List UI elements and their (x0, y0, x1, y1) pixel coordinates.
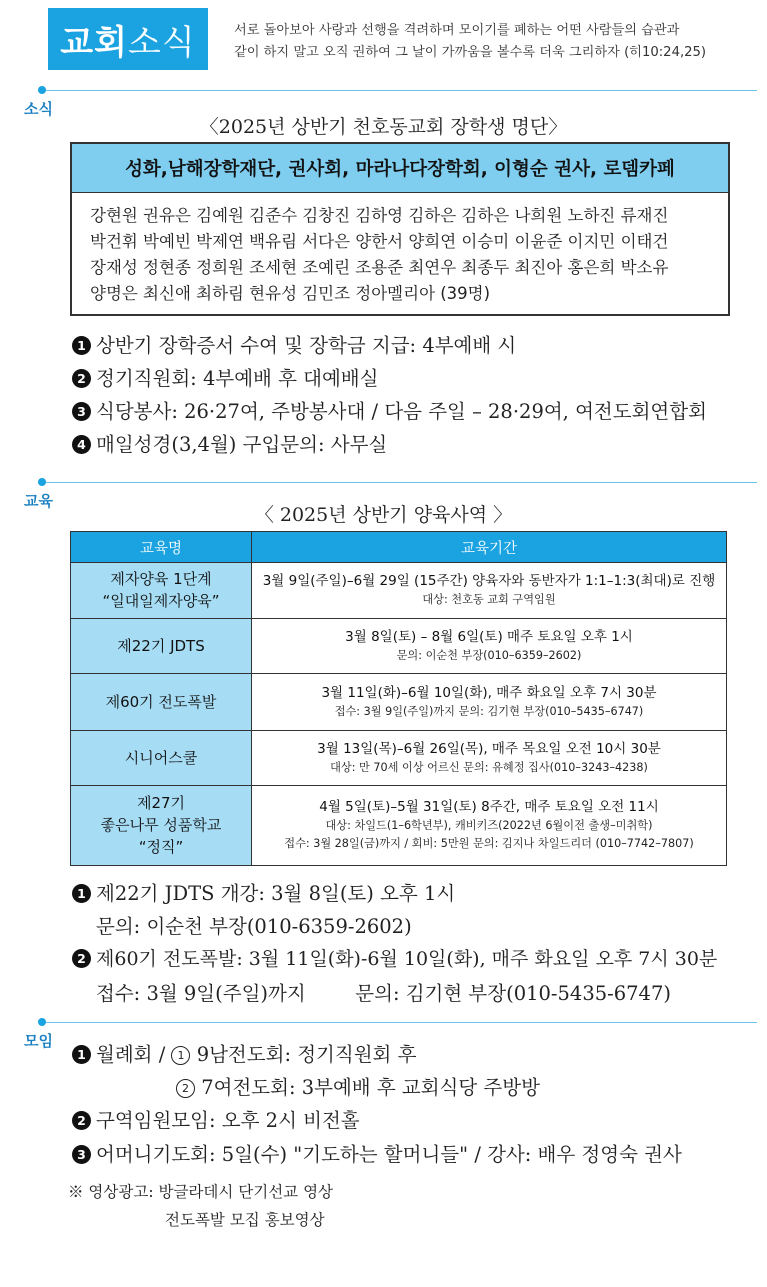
news-item (72, 429, 387, 457)
course-name-line: 좋은나무 성품학교 (100, 816, 222, 835)
course-period (252, 785, 727, 865)
course-name (71, 785, 252, 865)
education-item-text: 제60기 전도폭발: 3월 11일(화)-6월 10일(화), 매주 화요일 오후 7시 30분 (96, 948, 718, 970)
period-main: 4월 5일(토)–5월 31일(토) 8주간, 매주 토요일 오전 11시 (319, 799, 659, 816)
title-bold: 교회 (60, 22, 128, 63)
education-item-detail: 문의: 이순천 부장(010-6359-2602) (96, 915, 412, 938)
video-notice: ※ 영상광고: 방글라데시 단기선교 영상 (68, 1183, 334, 1201)
course-name-line: 제27기 (136, 794, 186, 813)
education-item (72, 878, 455, 906)
divider-dot (38, 1018, 46, 1026)
course-name-line: 제자양육 1단계 (110, 570, 212, 589)
education-item (72, 944, 717, 971)
table-row (71, 563, 727, 619)
course-name (71, 731, 252, 786)
education-table (70, 531, 727, 866)
news-item (72, 330, 516, 358)
period-main: 3월 8일(토) – 8월 6일(토) 매주 토요일 오후 1시 (345, 629, 633, 646)
course-name-line: 제22기 JDTS (117, 637, 205, 656)
video-notice-line-2: 전도폭발 모집 홍보영상 (165, 1211, 325, 1229)
news-item-text: 정기직원회: 4부예배 후 대예배실 (96, 367, 379, 390)
circled-number: 1 (171, 1046, 190, 1065)
meeting-item (72, 1139, 682, 1167)
news-item (72, 396, 707, 424)
news-label: 소식 (24, 100, 53, 118)
meeting-item (72, 1105, 360, 1133)
bible-verse (234, 20, 754, 64)
names-line: 강현원 권유은 김예원 김준수 김창진 김하영 김하은 김하은 나희원 노하진 류재진 (90, 206, 669, 225)
news-item (72, 363, 378, 391)
table-row (71, 618, 727, 674)
course-name (71, 674, 252, 731)
education-item-detail: 접수: 3월 9일(주일)까지 문의: 김기현 부장(010-5435-6747) (96, 982, 671, 1005)
scholarship-title: 〈2025년 상반기 천호동교회 장학생 명단〉 (199, 116, 568, 138)
meeting-sub-item (176, 1072, 540, 1100)
period-main: 3월 11일(화)–6월 10일(화), 매주 화요일 오후 7시 30분 (321, 685, 657, 702)
period-main: 3월 9일(주일)–6월 29일 (15주간) 양육자와 동반자가 1:1–1:3(최대)로 진행 (262, 573, 716, 590)
table-header-row (71, 532, 727, 563)
news-divider (42, 90, 757, 91)
title-light: 소식 (128, 22, 196, 63)
verse-line-2: 같이 하지 말고 오직 권하여 그 날이 가까움을 볼수록 더욱 그리하자 (히10:24,25) (234, 45, 707, 60)
table-row (71, 731, 727, 786)
verse-line-1: 서로 돌아보아 사랑과 선행을 격려하며 모이기를 폐하는 어떤 사람들의 습관과 (234, 23, 680, 38)
period-sub: 문의: 이순천 부장(010–6359–2602) (396, 649, 582, 663)
number-badge: 2 (72, 949, 91, 968)
news-item-text: 매일성경(3,4월) 구입문의: 사무실 (96, 433, 388, 456)
course-name-line: 시니어스쿨 (124, 749, 198, 768)
course-name (71, 563, 252, 619)
scholar-names (72, 193, 728, 307)
education-title: 〈 2025년 상반기 양육사역 〉 (254, 504, 513, 526)
course-period (252, 674, 727, 731)
sponsors-header: 성화,남해장학재단, 권사회, 마라나다장학회, 이형순 권사, 로뎀카페 (72, 144, 728, 193)
course-period (252, 563, 727, 619)
divider-dot (38, 86, 46, 94)
table-row (71, 785, 727, 865)
meeting-sub-text: 7여전도회: 3부예배 후 교회식당 주방방 (201, 1076, 540, 1099)
period-sub: 대상: 만 70세 이상 어르신 문의: 유혜정 집사(010–3243–4238) (330, 761, 648, 775)
number-badge: 2 (72, 369, 91, 388)
meeting-divider (42, 1022, 757, 1023)
course-name (71, 618, 252, 674)
course-period (252, 618, 727, 674)
number-badge: 1 (72, 884, 91, 903)
course-period (252, 731, 727, 786)
names-line: 박건휘 박예빈 박제연 백유림 서다은 양한서 양희연 이승미 이윤준 이지민 이태건 (90, 232, 669, 251)
news-item-text: 상반기 장학증서 수여 및 장학금 지급: 4부예배 시 (96, 334, 517, 357)
meeting-item-text: 구역임원모임: 오후 2시 비전홀 (96, 1109, 360, 1132)
names-line: 양명은 최신애 최하림 현유성 김민조 정아멜리아 (39명) (90, 284, 491, 303)
education-label: 교육 (24, 492, 53, 510)
divider-dot (38, 478, 46, 486)
meeting-item-prefix: 월례회 / (96, 1043, 172, 1066)
section-title (48, 8, 208, 70)
course-name-line: 제60기 전도폭발 (105, 693, 217, 712)
number-badge: 1 (72, 1045, 91, 1064)
table-row (71, 674, 727, 731)
period-sub: 대상: 천호동 교회 구역임원 (422, 593, 556, 607)
period-sub: 접수: 3월 9일(주일)까지 문의: 김기현 부장(010–5435–6747) (334, 705, 644, 719)
number-badge: 3 (72, 402, 91, 421)
scholarship-box (70, 142, 730, 316)
number-badge: 2 (72, 1111, 91, 1130)
circled-number: 2 (176, 1079, 195, 1098)
meeting-sub-text: 9남전도회: 정기직원회 후 (196, 1043, 417, 1066)
meeting-item (72, 1039, 416, 1067)
number-badge: 3 (72, 1145, 91, 1164)
course-name-line: “정직” (138, 838, 184, 857)
course-name-line: “일대일제자양육” (102, 592, 220, 611)
col-header-period: 교육기간 (252, 532, 727, 563)
col-header-name: 교육명 (71, 532, 252, 563)
period-main: 3월 13일(목)–6월 26일(목), 매주 목요일 오전 10시 30분 (317, 741, 661, 758)
news-item-text: 식당봉사: 26·27여, 주방봉사대 / 다음 주일 – 28·29여, 여전도회연합회 (96, 400, 707, 423)
number-badge: 4 (72, 435, 91, 454)
meeting-label: 모임 (24, 1032, 53, 1050)
meeting-item-text: 어머니기도회: 5일(수) "기도하는 할머니들" / 강사: 배우 정영숙 권사 (96, 1143, 682, 1166)
number-badge: 1 (72, 336, 91, 355)
period-sub: 접수: 3월 28일(금)까지 / 회비: 5만원 문의: 김지나 차일드리더 (010–7742–7807) (284, 837, 694, 851)
period-sub: 대상: 차일드(1–6학년부), 캐비키즈(2022년 6월이전 출생–미취학) (325, 819, 653, 833)
education-item-text: 제22기 JDTS 개강: 3월 8일(토) 오후 1시 (96, 882, 456, 905)
names-line: 장재성 정현종 정희원 조세현 조예린 조용준 최연우 최종두 최진아 홍은희 박소유 (90, 258, 669, 277)
education-divider (42, 482, 757, 483)
